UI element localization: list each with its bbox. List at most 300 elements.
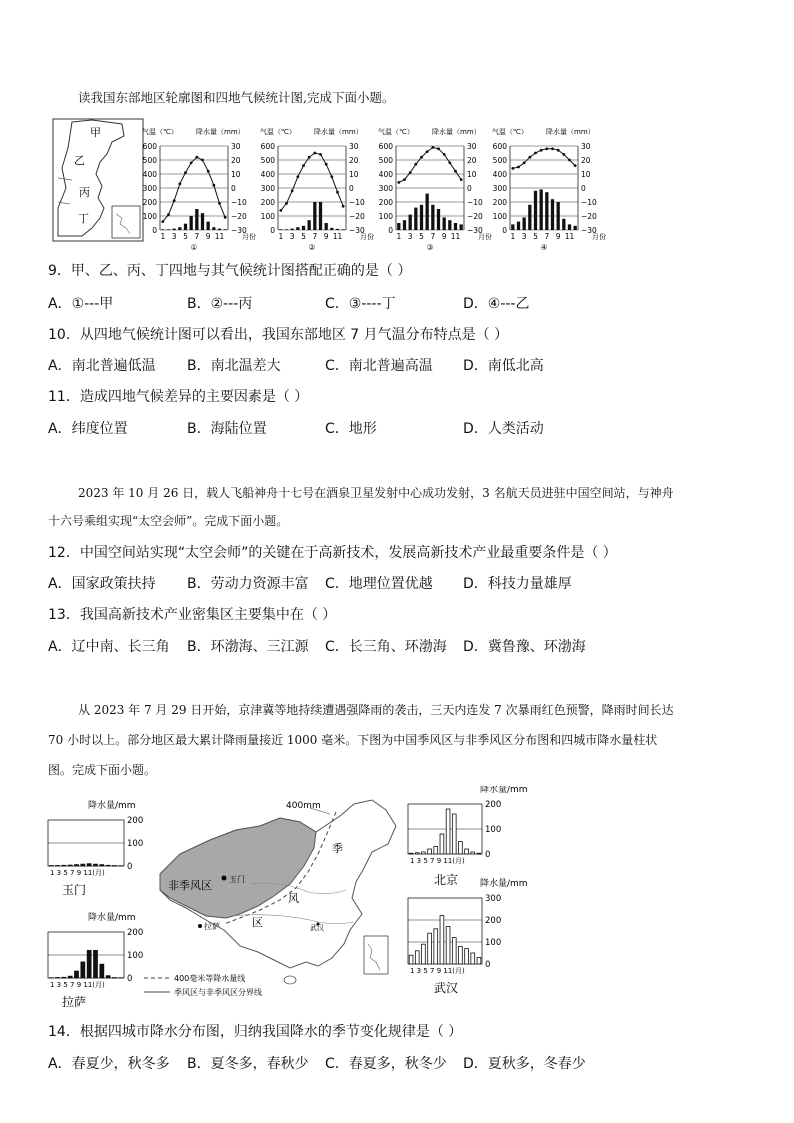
precip-bar xyxy=(428,849,432,854)
left-tick-label: 400 xyxy=(378,170,393,179)
right-tick-label: 30 xyxy=(581,142,591,151)
q11-text: 11．造成四地气候差异的主要因素是（ ） xyxy=(48,389,309,405)
map-label-bing: 丙 xyxy=(79,186,90,199)
temperature-line xyxy=(513,149,575,169)
precip-bar xyxy=(471,953,475,964)
precip-bar xyxy=(409,853,413,854)
right-tick-label: −10 xyxy=(581,198,597,207)
q10-option-a[interactable]: A．南北普遍低温 xyxy=(48,358,156,374)
right-tick-label: 30 xyxy=(349,142,359,151)
left-tick-label: 600 xyxy=(142,142,157,151)
right-tick-label: −10 xyxy=(231,198,247,207)
temperature-point xyxy=(195,156,198,159)
month-tick-label: 11 xyxy=(214,232,225,241)
right-tick-label: −30 xyxy=(231,226,247,235)
temperature-point xyxy=(218,202,221,205)
right-tick-label: −20 xyxy=(581,212,597,221)
precip-unit-label: 降水量/mm xyxy=(480,786,528,795)
precip-bar xyxy=(477,853,481,854)
precip-bar xyxy=(62,865,66,866)
month-unit-label: 月份 xyxy=(478,233,492,241)
temperature-point xyxy=(397,181,400,184)
q14-option-b[interactable]: B．夏冬多，春秋少 xyxy=(187,1056,309,1072)
right-tick-label: −10 xyxy=(349,198,365,207)
right-tick-label: 0 xyxy=(349,184,354,193)
map-label-jia: 甲 xyxy=(90,126,101,139)
precip-bar xyxy=(75,865,79,866)
left-tick-label: 100 xyxy=(492,212,507,221)
left-tick-label: 600 xyxy=(260,142,275,151)
q13-option-a[interactable]: A．辽中南、长三角 xyxy=(48,639,170,655)
left-tick-label: 500 xyxy=(378,156,393,165)
precip-bar xyxy=(528,205,531,230)
legend-solid-label: 季风区与非季风区分界线 xyxy=(174,988,262,997)
precip-bar xyxy=(279,229,282,230)
right-tick-label: 20 xyxy=(231,156,241,165)
left-tick-label: 400 xyxy=(492,170,507,179)
right-tick-label: 10 xyxy=(467,170,477,179)
month-tick-label: 3 xyxy=(407,232,413,241)
left-tick-label: 200 xyxy=(492,198,507,207)
precip-unit-label: 降水量/mm xyxy=(88,801,136,811)
q10-text: 10．从四地气候统计图可以看出，我国东部地区 7 月气温分布特点是（ ） xyxy=(48,327,509,343)
precip-bar xyxy=(201,213,204,230)
right-tick-label: 20 xyxy=(349,156,359,165)
precip-bar xyxy=(414,208,417,230)
precip-axis-title: 降水量（mm） xyxy=(196,128,245,136)
climate-chart-3 xyxy=(378,127,492,252)
left-tick-label: 0 xyxy=(502,226,507,235)
precip-bar xyxy=(428,933,432,964)
right-tick-label: 20 xyxy=(467,156,477,165)
q12-option-a[interactable]: A．国家政策扶持 xyxy=(48,576,156,592)
precip-axis-title: 降水量（mm） xyxy=(432,128,481,136)
q9-option-c[interactable]: C．③----丁 xyxy=(325,296,396,312)
month-unit-label: 月份 xyxy=(360,233,374,241)
precip-bar xyxy=(540,189,543,230)
temperature-point xyxy=(540,149,543,152)
city-name: 玉门 xyxy=(62,883,87,897)
left-tick-label: 600 xyxy=(492,142,507,151)
y-tick-label: 300 xyxy=(485,894,502,904)
precip-bar xyxy=(562,219,565,230)
precip-bar xyxy=(81,864,85,866)
q14-option-a[interactable]: A．春夏少，秋冬多 xyxy=(48,1056,170,1072)
left-tick-label: 500 xyxy=(492,156,507,165)
temperature-point xyxy=(319,153,322,156)
temperature-point xyxy=(414,163,417,166)
climate-chart-4 xyxy=(492,127,606,252)
temperature-point xyxy=(528,156,531,159)
precip-bar xyxy=(184,224,187,230)
monsoon-char-ji: 季 xyxy=(332,842,343,855)
right-tick-label: 30 xyxy=(467,142,477,151)
y-tick-label: 0 xyxy=(485,850,491,860)
left-tick-label: 200 xyxy=(260,198,275,207)
month-labels: 1 3 5 7 9 11(月) xyxy=(410,967,465,975)
precip-bar xyxy=(422,944,426,964)
city-precip-charts xyxy=(40,786,570,1016)
y-tick-label: 100 xyxy=(485,938,502,948)
month-tick-label: 7 xyxy=(194,232,200,241)
wuhan-dot-label: 武汉 xyxy=(310,924,324,932)
precip-bar xyxy=(207,222,210,230)
temperature-point xyxy=(291,189,294,192)
q12-text: 12．中国空间站实现“太空会师”的关键在于高新技术，发展高新技术产业最重要条件是（ ） xyxy=(48,545,617,561)
chart-id-label: ③ xyxy=(426,243,434,252)
intro-3-line-3: 图。完成下面小题。 xyxy=(48,763,157,777)
monsoon-char-qu: 区 xyxy=(252,916,263,929)
precip-bar xyxy=(161,229,164,230)
month-tick-label: 1 xyxy=(278,232,284,241)
precip-bar xyxy=(87,950,91,978)
temperature-point xyxy=(523,161,526,164)
precip-bar xyxy=(434,929,438,964)
precip-bar xyxy=(336,229,339,230)
q14-option-d[interactable]: D．夏秋多，冬春少 xyxy=(463,1056,586,1072)
right-tick-label: −30 xyxy=(467,226,483,235)
month-tick-label: 11 xyxy=(450,232,461,241)
right-tick-label: 10 xyxy=(349,170,359,179)
month-tick-label: 9 xyxy=(555,232,561,241)
y-tick-label: 100 xyxy=(127,839,144,849)
precip-bar xyxy=(224,229,227,230)
temperature-point xyxy=(426,150,429,153)
q11-option-b[interactable]: B．海陆位置 xyxy=(187,421,267,437)
month-tick-label: 5 xyxy=(419,232,424,241)
temperature-line xyxy=(399,147,461,182)
isohyet-label: 400mm xyxy=(286,801,321,811)
left-tick-label: 0 xyxy=(388,226,393,235)
month-tick-label: 3 xyxy=(521,232,527,241)
month-unit-label: 月份 xyxy=(592,233,606,241)
precip-bar xyxy=(452,814,456,854)
precip-axis-title: 降水量（mm） xyxy=(546,128,595,136)
precip-bar xyxy=(446,809,450,854)
y-tick-label: 200 xyxy=(485,916,502,926)
left-tick-label: 500 xyxy=(260,156,275,165)
temperature-point xyxy=(167,213,170,216)
intro-1: 读我国东部地区轮廓图和四地气候统计图,完成下面小题。 xyxy=(78,90,395,105)
city-chart-1 xyxy=(48,799,143,897)
temperature-point xyxy=(460,178,463,181)
precip-bar xyxy=(426,194,429,230)
precip-bar xyxy=(409,215,412,230)
precip-bar xyxy=(517,222,520,230)
intro-3-line-1: 从 2023 年 7 月 29 日开始，京津冀等地持续遭遇强降雨的袭击，三天内连发 7 次暴雨红色预警，降雨时间长达 xyxy=(78,703,674,717)
month-tick-label: 9 xyxy=(205,232,211,241)
month-tick-label: 9 xyxy=(441,232,447,241)
y-tick-label: 0 xyxy=(127,974,133,984)
precip-bar xyxy=(415,951,419,964)
precip-bar xyxy=(437,209,440,230)
right-tick-label: 0 xyxy=(231,184,236,193)
q13-option-c[interactable]: C．长三角、环渤海 xyxy=(325,639,447,655)
month-tick-label: 11 xyxy=(564,232,575,241)
precip-bar xyxy=(523,217,526,230)
precip-bar xyxy=(68,865,72,866)
climate-chart-2 xyxy=(260,127,374,252)
precip-bar xyxy=(291,229,294,230)
left-tick-label: 200 xyxy=(142,198,157,207)
left-tick-label: 300 xyxy=(492,184,507,193)
precip-bar xyxy=(100,865,104,866)
precip-bar xyxy=(465,949,469,964)
precip-bar xyxy=(434,847,438,855)
temp-axis-title: 气温（℃） xyxy=(142,128,178,136)
temperature-point xyxy=(342,205,345,208)
y-tick-label: 0 xyxy=(127,862,133,872)
right-tick-label: −20 xyxy=(349,212,365,221)
precip-unit-label: 降水量/mm xyxy=(88,913,136,923)
temperature-point xyxy=(178,182,181,185)
left-tick-label: 400 xyxy=(260,170,275,179)
month-labels: 1 3 5 7 9 11(月) xyxy=(410,857,465,865)
monsoon-char-feng: 风 xyxy=(288,892,299,905)
city-name: 武汉 xyxy=(434,981,459,995)
precip-bar xyxy=(173,229,176,230)
temperature-point xyxy=(557,149,560,152)
q9-text: 9．甲、乙、丙、丁四地与其气候统计图搭配正确的是（ ） xyxy=(48,263,412,279)
temp-axis-title: 气温（℃） xyxy=(260,128,296,136)
temperature-point xyxy=(431,146,434,149)
precip-bar xyxy=(319,202,322,230)
q14-option-c[interactable]: C．春夏多，秋冬少 xyxy=(325,1056,447,1072)
intro-2-line-2: 十六号乘组实现“太空会师”。完成下面小题。 xyxy=(48,514,289,528)
q11-option-a[interactable]: A．纬度位置 xyxy=(48,421,128,437)
right-tick-label: 0 xyxy=(581,184,586,193)
temperature-point xyxy=(212,184,215,187)
temperature-point xyxy=(448,161,451,164)
month-tick-label: 3 xyxy=(289,232,295,241)
q12-option-b[interactable]: B．劳动力资源丰富 xyxy=(187,576,309,592)
month-tick-label: 7 xyxy=(544,232,550,241)
right-tick-label: −30 xyxy=(349,226,365,235)
map-label-ding: 丁 xyxy=(78,212,89,225)
month-tick-label: 5 xyxy=(183,232,188,241)
east-china-outline-map xyxy=(52,118,144,242)
q9-option-b[interactable]: B．②---丙 xyxy=(187,296,253,312)
temperature-point xyxy=(562,153,565,156)
precip-bar xyxy=(574,226,577,230)
right-tick-label: 30 xyxy=(231,142,241,151)
right-tick-label: 0 xyxy=(467,184,472,193)
precip-bar xyxy=(440,916,444,964)
q9-option-d[interactable]: D．④---乙 xyxy=(463,296,530,312)
right-tick-label: −20 xyxy=(231,212,247,221)
precip-bar xyxy=(443,217,446,230)
precip-bar xyxy=(313,202,316,230)
precip-bar xyxy=(330,228,333,230)
left-tick-label: 400 xyxy=(142,170,157,179)
precip-bar xyxy=(325,223,328,230)
month-unit-label: 月份 xyxy=(242,233,256,241)
temperature-point xyxy=(336,191,339,194)
precip-bar xyxy=(465,849,469,854)
precip-bar xyxy=(459,842,463,855)
precip-bar xyxy=(409,955,413,964)
q9-option-a[interactable]: A．①---甲 xyxy=(48,296,114,312)
month-tick-label: 3 xyxy=(171,232,177,241)
right-tick-label: 10 xyxy=(581,170,591,179)
left-tick-label: 100 xyxy=(142,212,157,221)
precip-bar xyxy=(218,229,221,230)
right-tick-label: 10 xyxy=(231,170,241,179)
precip-bar xyxy=(422,852,426,854)
month-tick-label: 5 xyxy=(533,232,538,241)
temperature-point xyxy=(545,147,548,150)
month-tick-label: 9 xyxy=(323,232,329,241)
right-tick-label: −10 xyxy=(467,198,483,207)
precip-bar xyxy=(167,229,170,230)
precip-bar xyxy=(87,864,91,866)
temperature-point xyxy=(517,166,520,169)
precip-bar xyxy=(75,971,79,978)
precip-bar xyxy=(477,957,481,964)
month-tick-label: 11 xyxy=(332,232,343,241)
precip-bar xyxy=(440,834,444,854)
temperature-point xyxy=(184,171,187,174)
city-name: 北京 xyxy=(434,873,459,887)
precip-bar xyxy=(285,229,288,230)
chart-id-label: ④ xyxy=(540,243,548,252)
precip-unit-label: 降水量/mm xyxy=(480,879,528,889)
q13-option-b[interactable]: B．环渤海、三江源 xyxy=(187,639,309,655)
precip-bar xyxy=(178,227,181,230)
q12-option-d[interactable]: D．科技力量雄厚 xyxy=(463,576,572,592)
legend-dashed-label: 400毫米等降水量线 xyxy=(174,974,246,983)
precip-bar xyxy=(557,202,560,230)
left-tick-label: 300 xyxy=(142,184,157,193)
precip-bar xyxy=(195,209,198,230)
temperature-point xyxy=(568,159,571,162)
precip-bar xyxy=(62,977,66,978)
q10-option-c[interactable]: C．南北普遍高温 xyxy=(325,358,433,374)
precip-bar xyxy=(94,950,98,978)
precip-bar xyxy=(511,224,514,230)
precip-bar xyxy=(452,938,456,964)
right-tick-label: −20 xyxy=(467,212,483,221)
y-tick-label: 200 xyxy=(127,816,144,826)
precip-bar xyxy=(568,224,571,230)
left-tick-label: 0 xyxy=(270,226,275,235)
temperature-point xyxy=(403,178,406,181)
precip-bar xyxy=(68,976,72,978)
q10-option-b[interactable]: B．南北温差大 xyxy=(187,358,281,374)
precip-bar xyxy=(460,224,463,230)
precip-bar xyxy=(459,946,463,964)
nonmonsoon-label: 非季风区 xyxy=(168,879,212,892)
month-tick-label: 1 xyxy=(510,232,516,241)
y-tick-label: 100 xyxy=(127,951,144,961)
precip-bar xyxy=(190,216,193,230)
left-tick-label: 500 xyxy=(142,156,157,165)
temperature-point xyxy=(409,171,412,174)
left-tick-label: 300 xyxy=(378,184,393,193)
temperature-point xyxy=(420,156,423,159)
left-tick-label: 0 xyxy=(152,226,157,235)
precip-bar xyxy=(415,853,419,854)
precip-bar xyxy=(302,226,305,230)
precip-axis-title: 降水量（mm） xyxy=(314,128,363,136)
precip-bar xyxy=(448,220,451,230)
temp-axis-title: 气温（℃） xyxy=(492,128,528,136)
q14-text: 14．根据四城市降水分布图，归纳我国降水的季节变化规律是（ ） xyxy=(48,1024,463,1040)
temperature-point xyxy=(443,153,446,156)
precip-bar xyxy=(534,191,537,230)
q13-option-d[interactable]: D．冀鲁豫、环渤海 xyxy=(463,639,586,655)
temperature-point xyxy=(308,156,311,159)
left-tick-label: 600 xyxy=(378,142,393,151)
precip-bar xyxy=(431,205,434,230)
right-tick-label: −30 xyxy=(581,226,597,235)
temperature-point xyxy=(511,167,514,170)
temperature-point xyxy=(325,163,328,166)
y-tick-label: 200 xyxy=(127,928,144,938)
month-labels: 1 3 5 7 9 11(月) xyxy=(50,981,105,989)
precip-bar xyxy=(446,927,450,964)
month-labels: 1 3 5 7 9 11(月) xyxy=(50,869,105,877)
precip-bar xyxy=(342,229,345,230)
intro-2-line-1: 2023 年 10 月 26 日，载人飞船神舟十七号在酒泉卫星发射中心成功发射，3 名航天员进驻中国空间站，与神舟 xyxy=(78,486,674,500)
temperature-point xyxy=(551,147,554,150)
precip-bar xyxy=(397,223,400,230)
precip-bar xyxy=(106,865,110,866)
precip-bar xyxy=(94,864,98,866)
yumen-dot-label: 玉门 xyxy=(229,875,245,884)
q11-option-c[interactable]: C．地形 xyxy=(325,421,377,437)
precip-bar xyxy=(106,976,110,978)
q12-option-c[interactable]: C．地理位置优越 xyxy=(325,576,433,592)
left-tick-label: 100 xyxy=(260,212,275,221)
q10-option-d[interactable]: D．南低北高 xyxy=(463,358,544,374)
precip-bar xyxy=(545,192,548,230)
precip-bar xyxy=(454,223,457,230)
month-tick-label: 7 xyxy=(312,232,318,241)
city-name: 拉萨 xyxy=(62,995,87,1009)
month-tick-label: 1 xyxy=(396,232,402,241)
precip-bar xyxy=(471,852,475,854)
precip-bar xyxy=(296,227,299,230)
left-tick-label: 300 xyxy=(260,184,275,193)
temperature-point xyxy=(201,159,204,162)
y-tick-label: 200 xyxy=(485,800,502,810)
temperature-point xyxy=(224,216,227,219)
right-tick-label: 20 xyxy=(581,156,591,165)
lasa-dot-label: 拉萨 xyxy=(204,922,220,931)
temperature-point xyxy=(330,175,333,178)
precip-bar xyxy=(551,199,554,230)
temperature-point xyxy=(279,209,282,212)
y-tick-label: 0 xyxy=(485,960,491,970)
y-tick-label: 100 xyxy=(485,825,502,835)
temperature-point xyxy=(302,164,305,167)
precip-bar xyxy=(308,220,311,230)
city-chart-2 xyxy=(48,911,143,1009)
left-tick-label: 100 xyxy=(378,212,393,221)
precip-bar xyxy=(403,220,406,230)
temperature-point xyxy=(454,170,457,173)
precip-bar xyxy=(420,205,423,230)
q11-option-d[interactable]: D．人类活动 xyxy=(463,421,544,437)
temperature-line xyxy=(163,157,225,221)
temperature-point xyxy=(313,152,316,155)
temperature-point xyxy=(190,161,193,164)
temperature-point xyxy=(534,152,537,155)
temperature-point xyxy=(173,199,176,202)
city-chart-4 xyxy=(408,877,528,995)
temperature-point xyxy=(285,202,288,205)
